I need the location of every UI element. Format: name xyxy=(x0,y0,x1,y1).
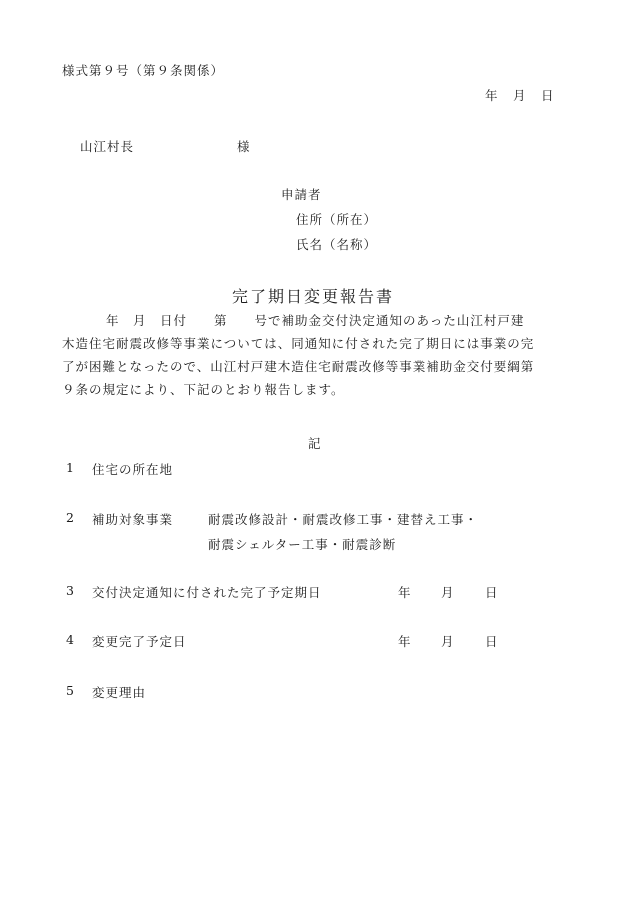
item-year: 年 xyxy=(398,585,412,600)
date-month: 月 xyxy=(513,88,527,103)
item-number: 4 xyxy=(66,632,75,647)
item-label: 補助対象事業 xyxy=(92,512,174,527)
body-paragraph xyxy=(62,309,572,401)
body-line-2: 木造住宅耐震改修等事業については、同通知に付された完了期日には事業の完 xyxy=(62,336,535,351)
document-title: 完了期日変更報告書 xyxy=(232,287,395,306)
applicant-name: 氏名（名称） xyxy=(296,237,378,252)
item-label: 住宅の所在地 xyxy=(92,462,174,477)
item-label: 変更完了予定日 xyxy=(92,634,187,649)
addressee-honorific: 様 xyxy=(237,139,251,154)
date-year: 年 xyxy=(485,88,499,103)
item-number: 3 xyxy=(66,583,75,598)
date-day: 日 xyxy=(541,88,555,103)
body-line-3: 了が困難となったので、山江村戸建木造住宅耐震改修等事業補助金交付要綱第 xyxy=(62,359,535,374)
applicant-label: 申請者 xyxy=(281,187,322,202)
item-day: 日 xyxy=(485,585,499,600)
item-month: 月 xyxy=(441,634,455,649)
applicant-address: 住所（所在） xyxy=(296,212,378,227)
item-number: 5 xyxy=(66,683,75,698)
ki-heading: 記 xyxy=(308,436,322,451)
form-id: 様式第９号（第９条関係） xyxy=(62,63,225,78)
item-value-line-1: 耐震改修設計・耐震改修工事・建替え工事・ xyxy=(208,512,479,527)
item-month: 月 xyxy=(441,585,455,600)
body-line-1: 年 月 日付 第 号で補助金交付決定通知のあった山江村戸建 xyxy=(106,313,525,328)
addressee-name: 山江村長 xyxy=(80,139,135,154)
body-line-4: ９条の規定により、下記のとおり報告します。 xyxy=(62,382,345,397)
item-day: 日 xyxy=(485,634,499,649)
item-year: 年 xyxy=(398,634,412,649)
item-number: 1 xyxy=(66,460,75,475)
item-number: 2 xyxy=(66,510,75,525)
item-label: 変更理由 xyxy=(92,685,147,700)
item-value-line-2: 耐震シェルター工事・耐震診断 xyxy=(208,537,397,552)
item-label: 交付決定通知に付された完了予定期日 xyxy=(92,585,322,600)
